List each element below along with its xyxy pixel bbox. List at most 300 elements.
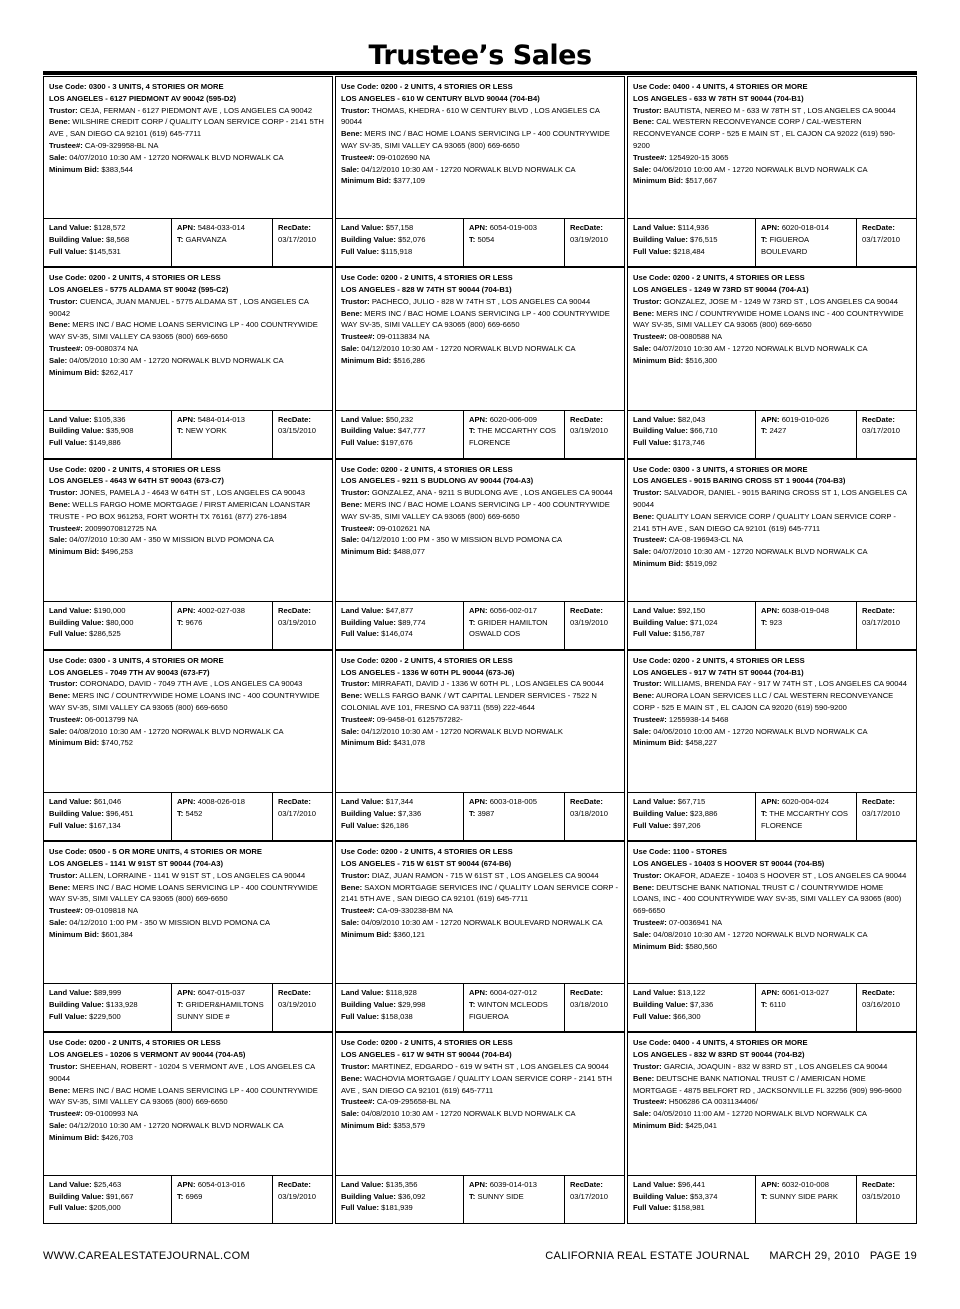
apn-cell: [463, 1176, 564, 1223]
building-value-value: $23,886: [689, 808, 718, 818]
trustor-value: CORONADO, DAVID - 7049 7TH AVE , LOS ANGELES CA 90043: [79, 679, 303, 689]
full-value-value: $146,074: [381, 629, 413, 639]
valuation-cell: [336, 219, 463, 266]
trustor-value: CUENCA, JUAN MANUEL - 5775 ALDAMA ST , LOS ANGELES CA 90042: [49, 296, 309, 318]
sale-info: [49, 152, 327, 164]
listing-card: [43, 841, 333, 1032]
tract: [469, 808, 564, 820]
trustor-value: SALVADOR, DANIEL - 9015 BARING CROSS ST 1, LOS ANGELES CA 90044: [633, 488, 907, 509]
tract-value: WINTON MCLEODS FIGUEROA: [469, 1000, 548, 1022]
minimum-bid-label: Minimum Bid:: [49, 164, 100, 174]
listing-details: [336, 268, 624, 409]
beneficiary-value: WELLS FARGO BANK / WT CAPITAL LENDER SERVICES - 7522 N COLONIAL AVE 101, FRESNO CA 93711 (559) 222-4644: [341, 691, 597, 713]
publication-info: [545, 1250, 917, 1262]
trustee-label: Trustee#:: [341, 714, 375, 724]
sale-label: Sale:: [49, 917, 68, 927]
sale-label: Sale:: [49, 1121, 68, 1131]
trustor-label: Trustor:: [633, 870, 662, 880]
use-code-label: Use Code:: [633, 464, 671, 474]
use-code: [633, 464, 911, 476]
beneficiary-label: Bene:: [49, 691, 71, 701]
trustee-number: [49, 905, 327, 917]
beneficiary-label: Bene:: [341, 691, 363, 701]
tract-label: T:: [177, 1000, 184, 1010]
listing-valuation-table: [336, 601, 624, 649]
recdate-cell: [272, 793, 332, 840]
building-value-label: Building Value:: [633, 426, 688, 436]
title-rule: [43, 71, 917, 75]
trustor-value: OKAFOR, ADAEZE - 10403 S HOOVER ST , LOS ANGELES CA 90044: [663, 870, 907, 880]
building-value-value: $7,336: [397, 808, 422, 818]
beneficiary-value: MERS INC / BAC HOME LOANS SERVICING LP - 400 COUNTRYWIDE WAY SV-35, SIMI VALLEY CA 93065 (800) 669-6650: [341, 129, 610, 150]
land-value: [49, 796, 171, 808]
trustor: [633, 105, 911, 117]
minimum-bid: [633, 1120, 911, 1132]
full-value-value: $66,300: [673, 1012, 701, 1022]
recdate-value: 03/19/2010: [570, 235, 609, 245]
beneficiary: [341, 499, 619, 523]
valuation-cell: [628, 602, 755, 649]
minimum-bid-value: $377,109: [393, 176, 426, 186]
apn-cell: [463, 984, 564, 1031]
land-value: [49, 414, 171, 426]
trustor: [49, 678, 327, 690]
website-link[interactable]: WWW.CAREALESTATEJOURNAL.COM: [43, 1250, 250, 1262]
land-value-label: Land Value:: [49, 223, 92, 233]
listing-details: [44, 1033, 332, 1174]
sale-info-value: 04/07/2010 10:30 AM - 350 W MISSION BLVD POMONA CA: [69, 535, 274, 545]
full-value-label: Full Value:: [633, 438, 671, 448]
listing-valuation-table: [336, 983, 624, 1031]
apn: [469, 222, 564, 234]
land-value-value: $17,344: [385, 797, 414, 807]
building-value-label: Building Value:: [633, 1000, 688, 1010]
full-value-label: Full Value:: [341, 629, 379, 639]
apn-value: 6020-006-009: [489, 414, 537, 424]
building-value: [341, 617, 463, 629]
land-value-label: Land Value:: [633, 797, 676, 807]
minimum-bid-label: Minimum Bid:: [341, 929, 392, 939]
recdate-label: RecDate:: [862, 1179, 895, 1189]
sale-info: [49, 726, 327, 738]
land-value-label: Land Value:: [49, 605, 92, 615]
land-value-value: $67,715: [677, 797, 706, 807]
land-value-value: $105,336: [93, 414, 126, 424]
apn-cell: [463, 219, 564, 266]
trustee-label: Trustee#:: [633, 152, 667, 162]
apn-label: APN:: [469, 1179, 488, 1189]
trustee-number: [49, 1108, 327, 1120]
minimum-bid: [49, 546, 327, 558]
land-value-value: $82,043: [677, 414, 706, 424]
apn-value: 6054-013-016: [197, 1179, 245, 1189]
apn-label: APN:: [469, 605, 488, 615]
listing-details: [336, 842, 624, 983]
trustee-number-value: H506286 CA 0031134406/: [668, 1097, 758, 1107]
land-value: [49, 605, 171, 617]
minimum-bid: [49, 737, 327, 749]
minimum-bid: [341, 546, 619, 558]
full-value-value: $167,134: [89, 820, 121, 830]
use-code: [49, 272, 327, 284]
minimum-bid-label: Minimum Bid:: [49, 738, 100, 748]
apn-value: 6038-019-048: [781, 605, 829, 615]
minimum-bid-value: $517,667: [685, 176, 718, 186]
beneficiary: [633, 308, 911, 332]
issue-date: MARCH 29, 2010: [769, 1250, 860, 1262]
tract-label: T:: [761, 1191, 768, 1201]
building-value-label: Building Value:: [49, 1191, 104, 1201]
trustee-number: [341, 331, 619, 343]
recdate-value: 03/16/2010: [862, 1000, 901, 1010]
full-value-value: $158,038: [381, 1012, 413, 1022]
beneficiary: [49, 319, 327, 343]
minimum-bid-value: $426,703: [101, 1132, 134, 1142]
use-code-label: Use Code:: [49, 82, 87, 91]
tract-value: 6110: [769, 1000, 786, 1010]
land-value: [633, 987, 755, 999]
land-value-value: $135,356: [385, 1179, 418, 1189]
listing-card: [627, 841, 917, 1032]
beneficiary-label: Bene:: [633, 511, 655, 521]
minimum-bid-label: Minimum Bid:: [341, 355, 392, 365]
use-code-value: 0200 - 2 UNITS, 4 STORIES OR LESS: [88, 1038, 221, 1048]
beneficiary-value: MERS INC / COUNTRYWIDE HOME LOANS INC - 400 COUNTRYWIDE WAY SV-35, SIMI VALLEY CA 93065 (800) 669-6650: [633, 308, 904, 330]
apn-cell: [171, 1176, 272, 1223]
full-value-label: Full Value:: [49, 246, 87, 256]
recdate-value: 03/19/2010: [278, 1000, 317, 1010]
building-value-label: Building Value:: [341, 426, 396, 436]
land-value-value: $50,232: [385, 414, 414, 424]
full-value-value: $156,787: [673, 629, 705, 639]
tract-label: T:: [469, 617, 476, 627]
property-location: LOS ANGELES - 10403 S HOOVER ST 90044 (704-B5): [633, 858, 825, 868]
full-value-label: Full Value:: [633, 820, 671, 830]
listings-grid: [43, 76, 917, 1229]
trustee-label: Trustee#:: [49, 140, 83, 150]
trustor: [49, 296, 327, 320]
sale-label: Sale:: [633, 929, 652, 939]
land-value-label: Land Value:: [633, 223, 676, 233]
land-value: [633, 1179, 755, 1191]
full-value-label: Full Value:: [341, 246, 379, 256]
sale-info: [633, 546, 911, 558]
tract-value: GRIDER HAMILTON OSWALD COS: [469, 617, 548, 639]
trustee-label: Trustee#:: [633, 332, 667, 342]
building-value: [341, 999, 463, 1011]
minimum-bid-label: Minimum Bid:: [633, 941, 684, 951]
building-value: [633, 425, 755, 437]
tract-value: SUNNY SIDE: [477, 1191, 524, 1201]
building-value: [49, 1191, 171, 1203]
valuation-cell: [336, 411, 463, 458]
recdate-cell: [856, 1176, 916, 1223]
trustee-number-value: 08-0080588 NA: [668, 332, 723, 342]
listing-card: [627, 76, 917, 267]
recdate-label: RecDate:: [570, 223, 603, 233]
land-value-value: $25,463: [93, 1179, 122, 1189]
property-location: LOS ANGELES - 617 W 94TH ST 90044 (704-B4): [341, 1050, 512, 1060]
trustee-label: Trustee#:: [341, 906, 375, 916]
property-location: LOS ANGELES - 1249 W 73RD ST 90044 (704-A1): [633, 285, 809, 295]
trustee-number: [633, 534, 911, 546]
trustor-value: CEJA, FERMAN - 6127 PIEDMONT AVE , LOS ANGELES CA 90042: [79, 105, 313, 115]
listing-details: [44, 268, 332, 409]
recdate-value: 03/17/2010: [278, 808, 317, 818]
trustee-label: Trustee#:: [633, 714, 667, 724]
minimum-bid: [49, 929, 327, 941]
property-location: LOS ANGELES - 1336 W 60TH PL 90044 (673-J6): [341, 667, 515, 677]
sale-info: [633, 1108, 911, 1120]
trustee-number-value: 09-0102621 NA: [376, 523, 431, 533]
apn-cell: [463, 411, 564, 458]
listing-details: [336, 1033, 624, 1174]
minimum-bid-value: $516,300: [685, 355, 718, 365]
apn-cell: [755, 411, 856, 458]
minimum-bid-value: $519,092: [685, 558, 718, 568]
tract: [469, 1191, 564, 1203]
trustee-number-value: 09-0080374 NA: [84, 344, 139, 354]
land-value: [49, 987, 171, 999]
use-code-value: 0200 - 2 UNITS, 4 STORIES OR LESS: [380, 847, 513, 857]
use-code-value: 0200 - 2 UNITS, 4 STORIES OR LESS: [672, 273, 805, 283]
recdate-cell: [856, 793, 916, 840]
land-value-value: $13,122: [677, 988, 706, 998]
full-value-label: Full Value:: [633, 1012, 671, 1022]
recdate-value: 03/18/2010: [570, 1000, 609, 1010]
valuation-cell: [628, 984, 755, 1031]
recdate-label: RecDate:: [570, 988, 603, 998]
apn-cell: [463, 793, 564, 840]
trustor-value: GARCIA, JOAQUIN - 832 W 83RD ST , LOS ANGELES CA 90044: [663, 1062, 888, 1072]
full-value-value: $205,000: [89, 1203, 121, 1213]
beneficiary-value: DEUTSCHE BANK NATIONAL TRUST C / AMERICAN HOME MORTGAGE - 4875 BELFORT RD , JACKSONVILLE FL 32256 (909) 996-9600: [633, 1073, 902, 1095]
beneficiary: [341, 1073, 619, 1097]
apn-cell: [171, 602, 272, 649]
land-value-value: $57,158: [385, 223, 414, 233]
use-code-value: 0200 - 2 UNITS, 4 STORIES OR LESS: [672, 655, 805, 665]
listing-card: [335, 1032, 625, 1223]
trustor: [633, 296, 911, 308]
building-value-label: Building Value:: [341, 1000, 396, 1010]
trustee-number: [341, 523, 619, 535]
use-code-value: 0400 - 4 UNITS, 4 STORIES OR MORE: [672, 1038, 808, 1048]
use-code: [341, 81, 619, 93]
recdate-value: 03/19/2010: [278, 1191, 317, 1201]
sale-info: [341, 1108, 619, 1120]
full-value-value: $97,206: [673, 820, 701, 830]
apn: [469, 796, 564, 808]
minimum-bid: [341, 929, 619, 941]
use-code-value: 0500 - 5 OR MORE UNITS, 4 STORIES OR MORE: [88, 847, 262, 857]
use-code-label: Use Code:: [341, 82, 379, 91]
building-value-label: Building Value:: [633, 1191, 688, 1201]
trustee-number: [341, 714, 619, 726]
listing-card: [335, 459, 625, 650]
recdate-value: 03/17/2010: [862, 426, 901, 436]
apn: [761, 796, 856, 808]
land-value: [633, 605, 755, 617]
full-value-label: Full Value:: [341, 1012, 379, 1022]
minimum-bid-value: $425,041: [685, 1121, 718, 1131]
land-value: [341, 796, 463, 808]
listing-details: [44, 651, 332, 792]
land-value-label: Land Value:: [49, 988, 92, 998]
tract-label: T:: [761, 617, 768, 627]
beneficiary-value: WILSHIRE CREDIT CORP / QUALITY LOAN SERVICE CORP - 2141 5TH AVE , SAN DIEGO CA 92101 (619) 645-7711: [49, 117, 324, 139]
beneficiary-label: Bene:: [49, 1085, 71, 1095]
minimum-bid: [49, 1132, 327, 1144]
valuation-cell: [336, 793, 463, 840]
recdate-label: RecDate:: [278, 223, 311, 233]
land-value-label: Land Value:: [49, 797, 92, 807]
use-code-value: 0200 - 2 UNITS, 4 STORIES OR LESS: [380, 655, 513, 665]
valuation-cell: [336, 1176, 463, 1223]
apn-cell: [171, 219, 272, 266]
recdate-cell: [856, 984, 916, 1031]
listing-details: [44, 77, 332, 218]
tract-value: NEW YORK: [185, 426, 227, 436]
apn: [761, 1179, 856, 1191]
sale-info-value: 04/09/2010 10:30 AM - 12720 NORWALK BOULEVARD NORWALK CA: [361, 917, 603, 927]
building-value: [49, 999, 171, 1011]
minimum-bid-value: $431,078: [393, 738, 426, 748]
tract-label: T:: [177, 235, 184, 245]
trustee-label: Trustee#:: [633, 1097, 667, 1107]
beneficiary-label: Bene:: [341, 499, 363, 509]
full-value-value: $26,186: [381, 820, 409, 830]
minimum-bid-value: $496,253: [101, 547, 134, 557]
use-code: [633, 655, 911, 667]
listing-valuation-table: [44, 983, 332, 1031]
sale-info-value: 04/08/2010 10:30 AM - 12720 NORWALK BLVD NORWALK CA: [361, 1109, 576, 1119]
listing-card: [627, 267, 917, 458]
full-value: [341, 628, 463, 640]
full-value: [341, 1202, 463, 1214]
listing-card: [43, 267, 333, 458]
tract: [177, 425, 272, 437]
trustee-label: Trustee#:: [633, 917, 667, 927]
trustor-value: JONES, PAMELA J - 4643 W 64TH ST , LOS ANGELES CA 90043: [79, 488, 305, 498]
sale-label: Sale:: [341, 1109, 360, 1119]
tract-label: T:: [177, 426, 184, 436]
sale-info: [49, 917, 327, 929]
building-value: [49, 234, 171, 246]
tract-label: T:: [761, 1000, 768, 1010]
building-value-label: Building Value:: [49, 617, 104, 627]
minimum-bid-label: Minimum Bid:: [49, 547, 100, 557]
apn-label: APN:: [469, 414, 488, 424]
use-code-label: Use Code:: [49, 273, 87, 283]
sale-info-value: 04/12/2010 1:00 PM - 350 W MISSION BLVD POMONA CA: [69, 917, 271, 927]
valuation-cell: [628, 1176, 755, 1223]
recdate-cell: [272, 1176, 332, 1223]
beneficiary: [633, 511, 911, 535]
land-value: [341, 987, 463, 999]
building-value: [341, 234, 463, 246]
beneficiary-label: Bene:: [49, 320, 71, 330]
minimum-bid: [49, 367, 327, 379]
listing-valuation-table: [336, 792, 624, 840]
apn: [469, 605, 564, 617]
trustor-value: MARTINEZ, EDGARDO - 619 W 94TH ST , LOS ANGELES CA 90044: [371, 1062, 609, 1072]
full-value: [49, 246, 171, 258]
beneficiary-label: Bene:: [633, 1073, 655, 1083]
land-value-value: $114,936: [677, 223, 709, 233]
trustor-label: Trustor:: [633, 488, 662, 498]
listing-valuation-table: [628, 218, 916, 266]
tract-value: 923: [769, 617, 783, 627]
minimum-bid-value: $601,384: [101, 929, 134, 939]
apn-value: 4002-027-038: [197, 605, 245, 615]
minimum-bid: [633, 355, 911, 367]
tract: [469, 425, 564, 449]
minimum-bid-value: $353,579: [393, 1121, 426, 1131]
full-value: [341, 1011, 463, 1023]
recdate-label: RecDate:: [862, 988, 895, 998]
trustor-value: BAUTISTA, NEREO M - 633 W 78TH ST , LOS ANGELES CA 90044: [663, 105, 896, 115]
sale-label: Sale:: [49, 355, 68, 365]
trustee-number-value: 1255938-14 5468: [668, 714, 729, 724]
tract: [761, 425, 856, 437]
recdate-cell: [272, 219, 332, 266]
recdate-label: RecDate:: [278, 797, 311, 807]
tract-label: T:: [177, 617, 184, 627]
trustee-label: Trustee#:: [633, 535, 667, 545]
property-location: LOS ANGELES - 9015 BARING CROSS ST 1 90044 (704-B3): [633, 476, 846, 486]
beneficiary-value: MERS INC / BAC HOME LOANS SERVICING LP - 400 COUNTRYWIDE WAY SV-35, SIMI VALLEY CA 93065 (800) 669-6650: [341, 308, 610, 330]
use-code-value: 0200 - 2 UNITS, 4 STORIES OR LESS: [380, 82, 513, 91]
apn-label: APN:: [177, 988, 196, 998]
full-value-label: Full Value:: [49, 629, 87, 639]
land-value-label: Land Value:: [633, 605, 676, 615]
sale-info: [341, 726, 619, 738]
listing-valuation-table: [44, 1175, 332, 1223]
tract: [469, 999, 564, 1023]
listing-card: [627, 1032, 917, 1223]
recdate-value: 03/17/2010: [862, 617, 901, 627]
listing-valuation-table: [44, 218, 332, 266]
land-value-value: $96,441: [677, 1179, 706, 1189]
tract: [177, 1191, 272, 1203]
beneficiary-label: Bene:: [633, 117, 655, 127]
property-location: LOS ANGELES - 633 W 78TH ST 90044 (704-B1): [633, 93, 804, 103]
tract: [469, 234, 564, 246]
recdate-value: 03/17/2010: [862, 235, 901, 245]
building-value-label: Building Value:: [49, 235, 104, 245]
trustor: [49, 1061, 327, 1085]
trustor-label: Trustor:: [341, 488, 370, 498]
use-code-label: Use Code:: [341, 464, 379, 474]
building-value-label: Building Value:: [49, 1000, 104, 1010]
minimum-bid-value: $383,544: [101, 164, 134, 174]
property-location: LOS ANGELES - 715 W 61ST ST 90044 (674-B6): [341, 858, 512, 868]
listing-card: [627, 650, 917, 841]
recdate-label: RecDate:: [862, 797, 895, 807]
full-value-label: Full Value:: [49, 438, 87, 448]
full-value-value: $173,746: [673, 438, 705, 448]
building-value-value: $53,374: [689, 1191, 718, 1201]
trustor-label: Trustor:: [49, 679, 78, 689]
minimum-bid: [633, 737, 911, 749]
beneficiary-value: MERS INC / BAC HOME LOANS SERVICING LP - 400 COUNTRYWIDE WAY SV-35, SIMI VALLEY CA 93065 (800) 669-6650: [49, 320, 318, 342]
tract: [177, 617, 272, 629]
trustor-value: WILLIAMS, BRENDA FAY - 917 W 74TH ST , LOS ANGELES CA 90044: [663, 679, 907, 689]
beneficiary-label: Bene:: [633, 882, 655, 892]
tract: [177, 808, 272, 820]
apn-cell: [171, 411, 272, 458]
recdate-value: 03/15/2010: [862, 1191, 901, 1201]
